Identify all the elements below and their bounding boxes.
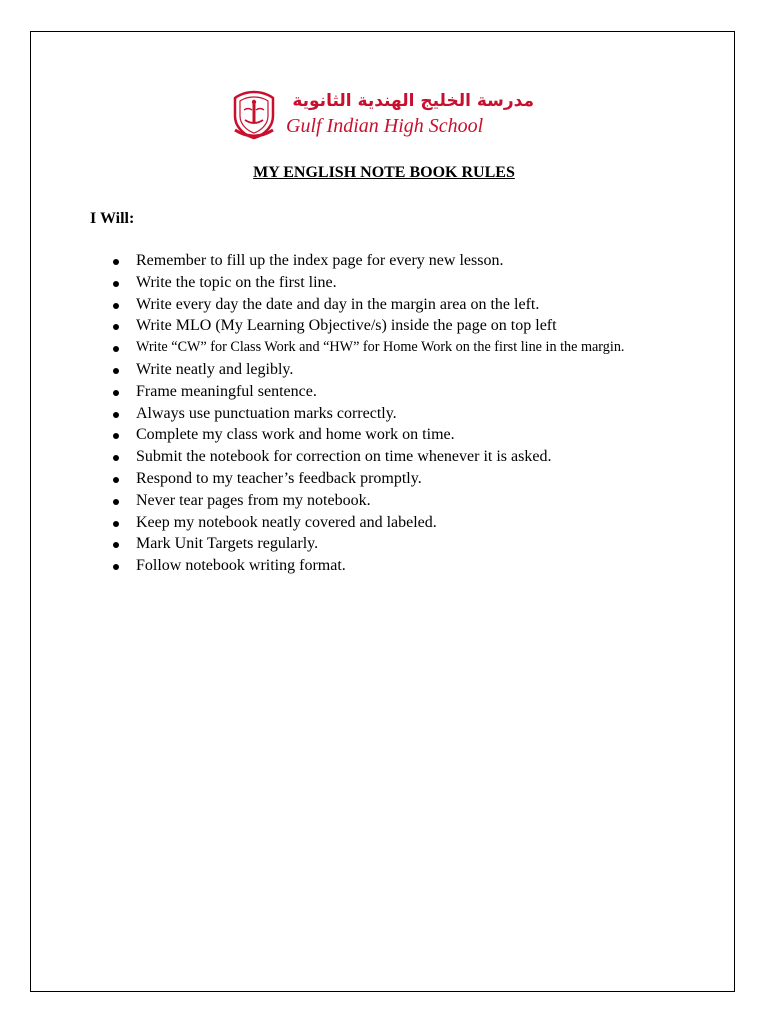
rule-text: Complete my class work and home work on time. bbox=[136, 426, 455, 444]
rule-text: Write MLO (My Learning Objective/s) inside the page on top left bbox=[136, 317, 557, 335]
rule-text: Write the topic on the first line. bbox=[136, 273, 337, 291]
list-item bbox=[113, 272, 624, 294]
list-item bbox=[113, 250, 624, 272]
list-item bbox=[113, 315, 624, 337]
list-item bbox=[113, 403, 624, 425]
bullet-icon bbox=[113, 303, 119, 309]
list-item bbox=[113, 533, 624, 555]
bullet-icon bbox=[113, 521, 119, 527]
school-name-arabic: مدرسة الخليج الهندية الثانوية bbox=[292, 91, 534, 111]
school-name-english: Gulf Indian High School bbox=[286, 115, 484, 137]
rule-text: Respond to my teacher’s feedback promptly. bbox=[136, 469, 422, 487]
rules-list bbox=[113, 250, 624, 577]
rule-text: Mark Unit Targets regularly. bbox=[136, 535, 319, 553]
bullet-icon bbox=[113, 259, 119, 265]
bullet-icon bbox=[113, 499, 119, 505]
list-item bbox=[113, 359, 624, 381]
list-item bbox=[113, 381, 624, 403]
rule-text: Keep my notebook neatly covered and labeled. bbox=[136, 513, 437, 531]
list-item bbox=[113, 490, 624, 512]
school-logo bbox=[232, 90, 532, 152]
rule-text: Write every day the date and day in the margin area on the left. bbox=[136, 295, 540, 313]
page-title: MY ENGLISH NOTE BOOK RULES bbox=[253, 164, 515, 181]
intro-heading: I Will: bbox=[90, 210, 135, 227]
bullet-icon bbox=[113, 390, 119, 396]
rule-text: Remember to fill up the index page for every new lesson. bbox=[136, 252, 504, 269]
bullet-icon bbox=[113, 324, 119, 330]
rule-text: Follow notebook writing format. bbox=[136, 557, 346, 575]
school-crest-icon bbox=[232, 90, 276, 140]
bullet-icon bbox=[113, 346, 119, 352]
list-item bbox=[113, 468, 624, 490]
list-item bbox=[113, 446, 624, 468]
bullet-icon bbox=[113, 281, 119, 287]
rule-text: Write “CW” for Class Work and “HW” for Home Work on the first line in the margin. bbox=[136, 339, 625, 356]
bullet-icon bbox=[113, 564, 119, 570]
rule-text: Always use punctuation marks correctly. bbox=[136, 404, 397, 422]
bullet-icon bbox=[113, 412, 119, 418]
rule-text: Never tear pages from my notebook. bbox=[136, 491, 371, 509]
list-item bbox=[113, 555, 624, 577]
bullet-icon bbox=[113, 542, 119, 548]
bullet-icon bbox=[113, 455, 119, 461]
rule-text: Frame meaningful sentence. bbox=[136, 382, 317, 400]
list-item bbox=[113, 424, 624, 446]
list-item bbox=[113, 294, 624, 316]
rule-text: Write neatly and legibly. bbox=[136, 360, 294, 378]
list-item bbox=[113, 337, 624, 359]
bullet-icon bbox=[113, 477, 119, 483]
bullet-icon bbox=[113, 433, 119, 439]
bullet-icon bbox=[113, 368, 119, 374]
rule-text: Submit the notebook for correction on time whenever it is asked. bbox=[136, 448, 552, 466]
list-item bbox=[113, 512, 624, 534]
